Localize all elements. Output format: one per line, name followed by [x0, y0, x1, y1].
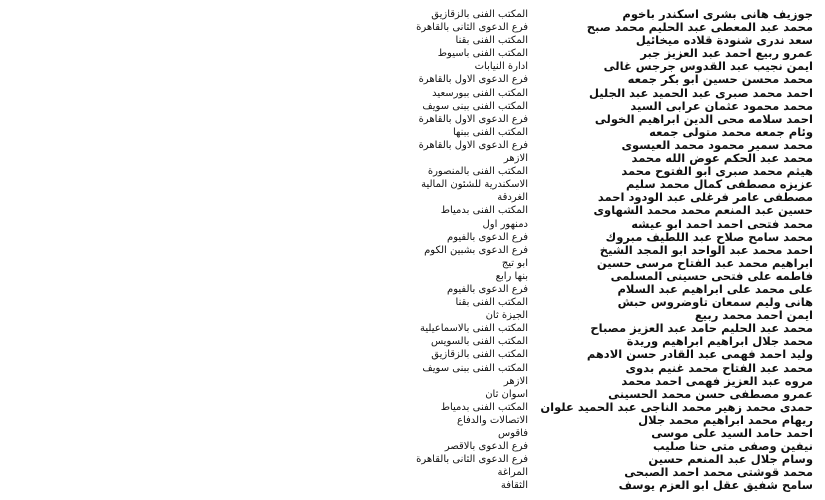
department-name: المكتب الفنى ببورسعيد	[432, 87, 528, 99]
employee-name: نيفين وصفى متى حنا صليب	[653, 439, 813, 454]
table-row	[108, 270, 825, 283]
department-name: المكتب الفنى بالزقازيق	[431, 9, 528, 20]
department-name: فرع الدعوى الثانى بالقاهرة	[416, 22, 528, 34]
employee-name: احمد سلامه محى الدين ابراهيم الخولى	[594, 111, 813, 126]
employee-name: محمد فتحى احمد احمد ابو عيشه	[631, 216, 813, 231]
employee-name: احمد حامد السيد على موسى	[651, 426, 813, 440]
department-name: ادارة النيابات	[474, 61, 528, 73]
department-name: المكتب الفنى ببنى سويف	[422, 362, 528, 374]
department-name: دمنهور اول	[482, 218, 528, 230]
department-name: بنها رابع	[495, 270, 528, 282]
employee-name: ريهام محمد ابراهيم محمد جلال	[638, 412, 813, 427]
department-name: المكتب الفنى بالمنصورة	[427, 166, 528, 178]
table-row	[108, 73, 825, 86]
table-row	[108, 244, 825, 257]
department-name: الغردقة	[497, 192, 528, 204]
employee-name: ايمن نجيب عبد القدوس جرجس غالى	[603, 59, 813, 74]
assignment-table	[108, 8, 825, 492]
employee-name: عمرو ربيع احمد عبد العزيز جبر	[640, 46, 813, 61]
department-name: الجيزة ثان	[485, 310, 528, 322]
employee-name: محمد محمود عثمان عرابى السيد	[630, 98, 813, 113]
department-name: فرع الدعوى الثانى بالقاهرة	[416, 454, 528, 466]
table-row	[108, 375, 825, 388]
department-name: فرع الدعوى بالفيوم	[447, 231, 528, 243]
employee-name: حمدى محمد زهير محمد الناجى عبد الحميد علوان	[540, 399, 813, 414]
department-name: المكتب الفنى بقنا	[455, 297, 528, 309]
table-row	[108, 231, 825, 244]
table-row	[108, 100, 825, 113]
employee-name: محمد قوشتى محمد احمد الصبحى	[624, 465, 813, 480]
department-name: فاقوس	[498, 428, 528, 439]
employee-name: عمرو مصطفى حسن محمد الحسينى	[608, 386, 813, 401]
employee-name: مروه عبد العزيز فهمى احمد محمد	[621, 373, 813, 388]
table-row	[108, 87, 825, 100]
employee-name: عزيزه مصطفى كمال محمد سليم	[625, 177, 813, 192]
department-name: فرع الدعوى بشبين الكوم	[424, 244, 528, 256]
employee-name: محمد عبد الحليم حامد عبد العزيز مصباح	[590, 321, 813, 336]
employee-name: محمد عبد المعطى عبد الحليم محمد صبح	[586, 20, 813, 35]
employee-name: احمد محمد صبرى عبد الحميد عبد الجليل	[588, 85, 813, 100]
employee-name: حسين عبد المنعم محمد محمد الشهاوى	[593, 203, 813, 218]
department-name: فرع الدعوى الاول بالقاهرة	[418, 139, 528, 151]
table-row	[108, 218, 825, 231]
employee-name: فاطمه على فتحى حسينى المسلمى	[610, 268, 813, 283]
employee-name: ايمن احمد محمد ربيع	[694, 308, 813, 323]
table-row	[108, 348, 825, 361]
employee-name: محمد عبد الحكم عوض الله محمد	[631, 151, 813, 166]
employee-name: مصطفى عامر فرغلى عبد الودود احمد	[597, 190, 813, 205]
department-name: المكتب الفنى بدمياط	[440, 401, 528, 413]
employee-name: محمد محسن حسين ابو بكر جمعه	[627, 72, 813, 87]
employee-name: على محمد على ابراهيم عبد السلام	[617, 281, 813, 296]
employee-name: محمد عبد الفتاح محمد غنيم بدوى	[625, 360, 813, 375]
employee-name: محمد جلال ابراهيم ابراهيم وريدة	[626, 334, 813, 349]
employee-name: جوزيف هانى بشرى اسكندر باخوم	[622, 7, 813, 21]
table-row	[108, 479, 825, 492]
employee-name: احمد محمد عبد الواحد ابو المجد الشيخ	[599, 242, 813, 257]
department-name: المكتب الفنى باسيوط	[437, 48, 528, 60]
department-name: فرع الدعوى بالاقصر	[444, 441, 528, 453]
department-name: اسوان ثان	[485, 388, 528, 400]
table-row	[108, 401, 825, 414]
department-name: الازهر	[503, 375, 528, 387]
department-name: الاسكندرية للشئون المالية	[421, 179, 528, 191]
employee-name: هانى وليم سمعان تاوضروس حبش	[617, 295, 813, 310]
table-row	[108, 388, 825, 401]
table-row	[108, 126, 825, 139]
table-row	[108, 204, 825, 217]
department-name: المكتب الفنى ببنها	[452, 126, 528, 138]
department-name: فرع الدعوى بالفيوم	[447, 283, 528, 295]
employee-name: سعد ندرى شنودة قلاده ميخائيل	[635, 33, 813, 48]
department-name: المكتب الفنى بدمياط	[440, 205, 528, 217]
department-name: المكتب الفنى ببنى سويف	[422, 100, 528, 112]
department-name: فرع الدعوى الاول بالقاهرة	[418, 113, 528, 125]
table-row	[108, 257, 825, 270]
department-name: المكتب الفنى بالزقازيق	[431, 349, 528, 361]
employee-name: وليد احمد فهمى عبد القادر حسن الادهم	[586, 347, 813, 362]
department-name: المراغة	[497, 467, 528, 479]
employee-name: محمد سمير محمود محمد العيسوى	[621, 137, 813, 152]
department-name: الاتصالات والدفاع	[457, 414, 528, 426]
department-name: المكتب الفنى بقنا	[455, 35, 528, 47]
table-row	[108, 362, 825, 375]
employee-name: وئام جمعه محمد متولى جمعه	[649, 124, 813, 139]
employee-name: سامح شفيق عقل ابو العزم يوسف	[618, 478, 813, 493]
employee-name: ابراهيم محمد عبد الفتاح مرسى حسين	[596, 255, 813, 270]
department-name: الثقافة	[500, 480, 528, 492]
department-name: المكتب الفنى بالاسماعيلية	[420, 323, 528, 335]
table-row	[108, 113, 825, 126]
department-name: المكتب الفنى بالسويس	[430, 336, 528, 348]
department-name: الازهر	[503, 153, 528, 165]
department-name: فرع الدعوى الاول بالقاهرة	[418, 74, 528, 86]
employee-name: هيثم محمد صبرى ابو الفتوح محمد	[621, 164, 813, 179]
left-gutter	[0, 0, 108, 500]
document-page	[108, 0, 825, 500]
employee-name: وسام جلال عبد المنعم حسين	[648, 452, 813, 467]
department-name: ابو تيج	[501, 257, 528, 269]
employee-name: محمد سامح صلاح عبد اللطيف مبروك	[605, 229, 813, 244]
